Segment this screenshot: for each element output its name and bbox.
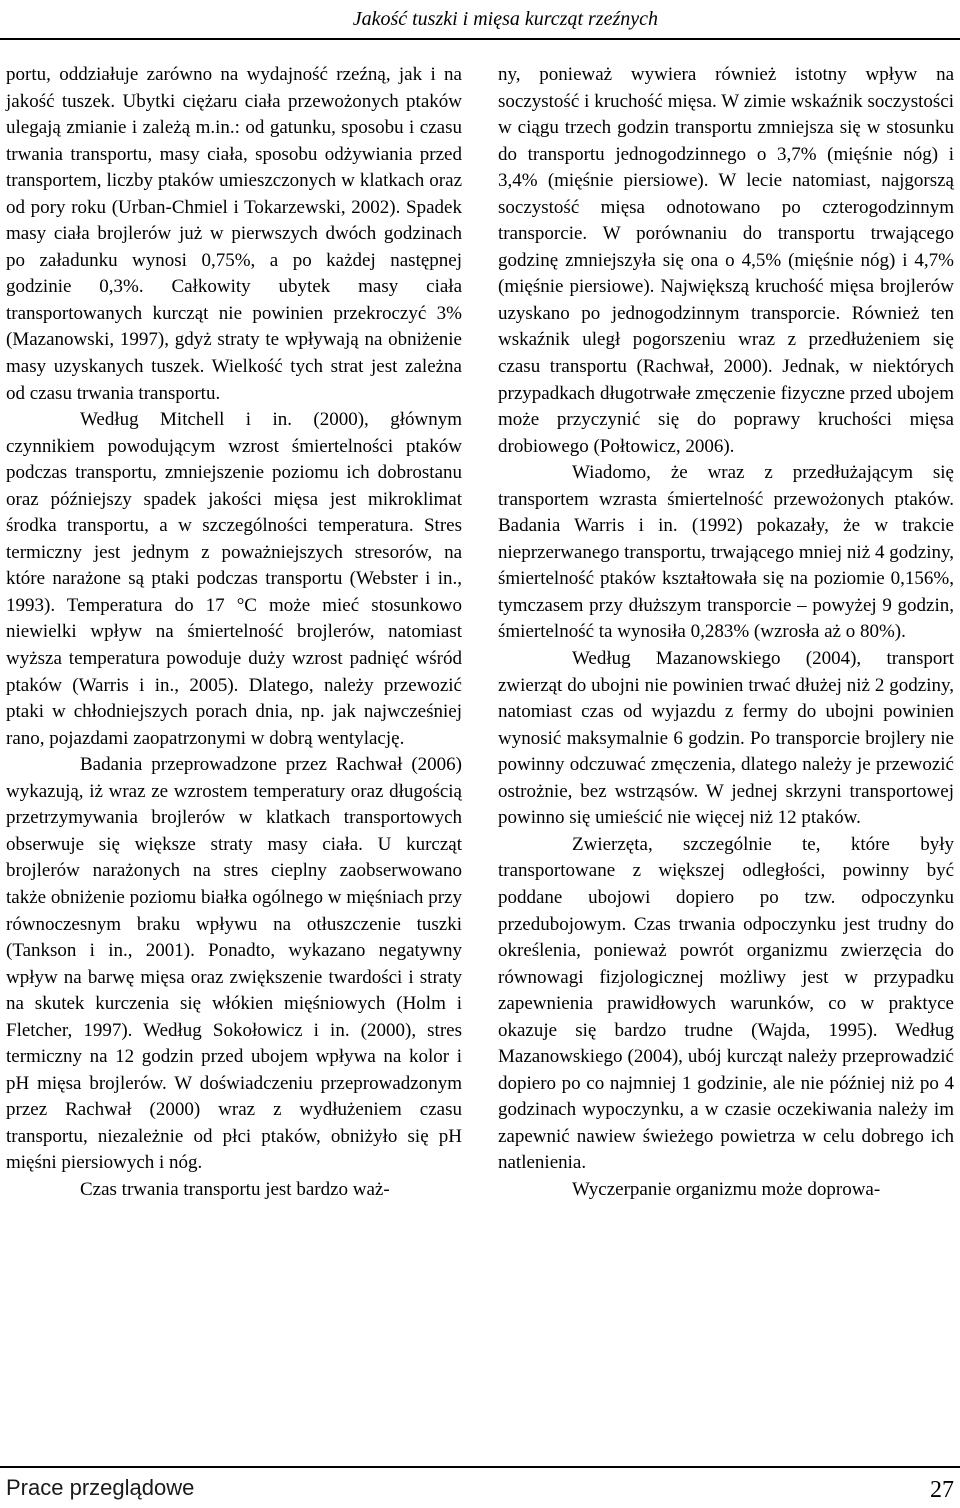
header-rule	[0, 38, 960, 40]
paragraph: Czas trwania transportu jest bardzo waż-	[80, 1178, 390, 1200]
footer-rule	[0, 1466, 960, 1468]
paragraph: portu, oddziałuje zarówno na wydajność rzeźną, jak i na jakość tuszek. Ubytki ciężaru ciała przewożonych ptaków ulegają zmianie i zależą m.in.: od gatunku, sposobu i czasu trwania transportu, masy ciała, sposobu odżywiania przed transportem, liczby ptaków umieszczonych w klatkach oraz od pory roku (Urban-Chmiel i Tokarzewski, 2002). Spadek masy ciała brojlerów już w pierwszych dwóch godzinach po załadunku wynosi 0,75%, a po każdej następnej godzinie 0,3%. Całkowity ubytek masy ciała transportowanych kurcząt nie powinien przekroczyć 3% (Mazanowski, 1997), gdyż straty te wpływają na obniżenie masy uzyskanych tuszek. Wielkość tych strat jest zależna od czasu trwania transportu.	[6, 64, 462, 404]
paragraph: Według Mazanowskiego (2004), transport zwierząt do ubojni nie powinien trwać dłużej niż 2 godziny, natomiast czas od wyjazdu z fermy do ubojni powinien wynosić maksymalnie 6 godzin. Po transporcie brojlery nie powinny odczuwać zmęczenia, dlatego należy je przewozić ostrożnie, bez wstrząsów. W jednej skrzyni transportowej powinno się umieścić nie więcej niż 12 ptaków.	[498, 648, 954, 829]
running-title: Jakość tuszki i mięsa kurcząt rzeźnych	[352, 8, 658, 30]
paragraph: Zwierzęta, szczególnie te, które były transportowane z większej odległości, powinny być poddane ubojowi dopiero po tzw. odpoczynku przedubojowym. Czas trwania odpoczynku jest trudny do określenia, ponieważ powrót organizmu zwierzęcia do równowagi fizjologicznej możliwy jest w przypadku zapewnienia prawidłowych warunków, co w praktyce okazuje się bardzo trudne (Wajda, 1995). Według Mazanowskiego (2004), ubój kurcząt należy przeprowadzić dopiero po co najmniej 1 godzinie, ale nie później niż po 4 godzinach wypoczynku, a w czasie oczekiwania należy im zapewnić nawiew świeżego powietrza w celu dobrego ich natlenienia.	[498, 833, 954, 1174]
right-column	[498, 62, 954, 1204]
section-label: Prace przeglądowe	[6, 1475, 195, 1500]
paragraph: Badania przeprowadzone przez Rachwał (2006) wykazują, iż wraz ze wzrostem temperatury oraz długością przetrzymywania brojlerów w klatkach transportowych obserwuje się większe straty masy ciała. U kurcząt brojlerów narażonych na stres cieplny zaobserwowano także obniżenie poziomu białka ogólnego w mięśniach przy równoczesnym braku wpływu na otłuszczenie tuszki (Tankson i in., 2001). Ponadto, wykazano negatywny wpływ na barwę mięsa oraz zwiększenie twardości i straty na skutek kurczenia się włókien mięśniowych (Holm i Fletcher, 1997). Według Sokołowicz i in. (2000), stres termiczny na 12 godzin przed ubojem wpływa na kolor i pH mięsa brojlerów. W doświadczeniu przeprowadzonym przez Rachwał (2000) wraz z wydłużeniem czasu transportu, niezależnie od płci ptaków, obniżyło się pH mięśni piersiowych i nóg.	[6, 754, 462, 1174]
page-number: 27	[930, 1477, 954, 1503]
paragraph: ny, ponieważ wywiera również istotny wpływ na soczystość i kruchość mięsa. W zimie wskaźnik soczystości w ciągu trzech godzin transportu zmniejsza się w stosunku do transportu jednogodzinnego o 3,7% (mięśnie nóg) i 3,4% (mięśnie piersiowe). W lecie natomiast, najgorszą soczystość mięsa odnotowano po czterogodzinnym transporcie. W porównaniu do transportu trwającego godzinę zmniejszyła się ona o 4,5% (mięśnie nóg) i 4,7% (mięśnie piersiowe). Największą kruchość mięsa brojlerów uzyskano po jednogodzinnym transporcie. Również ten wskaźnik uległ pogorszeniu wraz z przedłużeniem się czasu transportu (Rachwał, 2000). Jednak, w niektórych przypadkach długotrwałe zmęczenie fizyczne przed ubojem może przyczynić się do poprawy kruchości mięsa drobiowego (Połtowicz, 2006).	[498, 64, 954, 457]
paragraph: Wiadomo, że wraz z przedłużającym się transportem wzrasta śmiertelność przewożonych ptaków. Badania Warris i in. (1992) pokazały, że w trakcie nieprzerwanego transportu, trwającego mniej niż 4 godziny, śmiertelność ptaków kształtowała się na poziomie 0,156%, tymczasem przy dłuższym transporcie – powyżej 9 godzin, śmiertelność ta wynosiła 0,283% (wzrosła aż o 80%).	[498, 462, 954, 643]
paragraph: Wyczerpanie organizmu może doprowa-	[572, 1178, 881, 1200]
left-column	[6, 62, 462, 1204]
paragraph: Według Mitchell i in. (2000), głównym czynnikiem powodującym wzrost śmiertelności ptaków podczas transportu, zmniejszenie poziomu ich dobrostanu oraz późniejszy spadek jakości mięsa jest mikroklimat środka transportu, a w szczególności temperatura. Stres termiczny jest jednym z poważniejszych stresorów, na które narażone są ptaki podczas transportu (Webster i in., 1993). Temperatura do 17 °C może mieć stosunkowo niewielki wpływ na śmiertelność brojlerów, natomiast wyższa temperatura powoduje duży wzrost padnięć wśród ptaków (Warris i in., 2005). Dlatego, należy przewozić ptaki w chłodniejszych porach dnia, np. jak najwcześniej rano, pojazdami zaopatrzonymi w dobrą wentylację.	[6, 409, 462, 749]
